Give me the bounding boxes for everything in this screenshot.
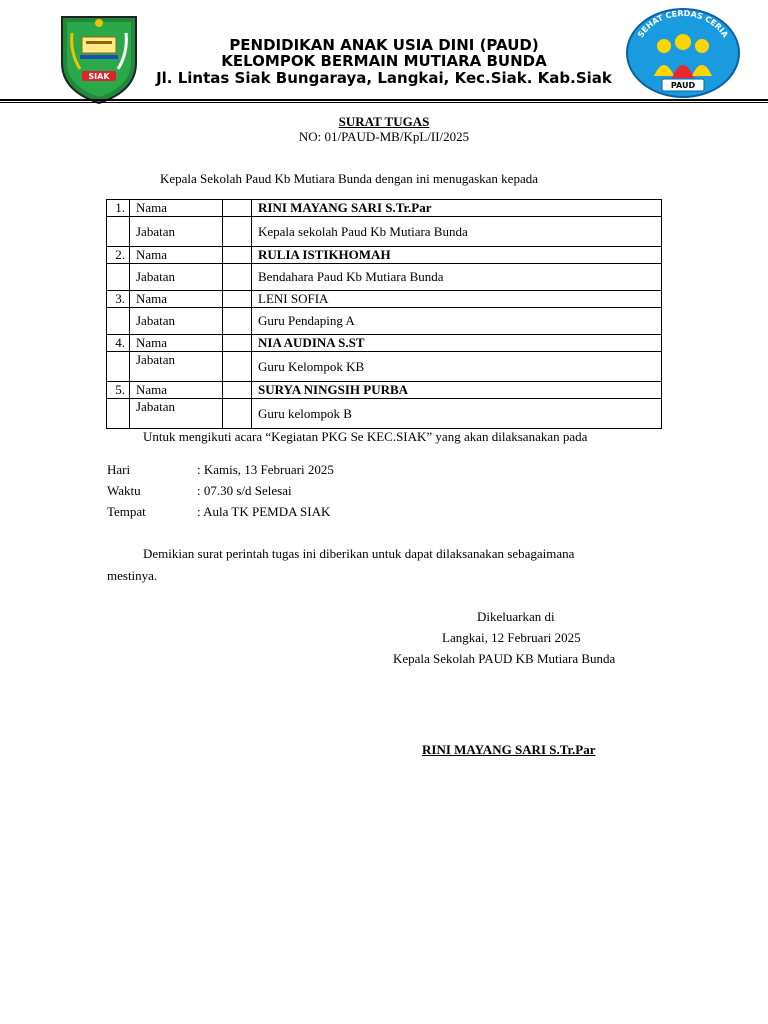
position-label: Jabatan (130, 264, 223, 291)
letter-title: SURAT TUGAS (338, 114, 430, 129)
detail-label-time: Waktu (107, 483, 141, 498)
table-row (107, 247, 662, 264)
assignee-number: 2. (107, 247, 130, 264)
assignee-position: Guru Pendaping A (252, 308, 662, 335)
table-row (107, 399, 662, 429)
name-label: Nama (130, 335, 223, 352)
header-divider-thin (0, 102, 768, 103)
assignee-name: LENI SOFIA (252, 291, 662, 308)
assignee-position: Guru kelompok B (252, 399, 662, 429)
siak-logo-text: SIAK (88, 72, 110, 81)
paud-arc-text: SEHAT CERDAS CERIA (636, 8, 730, 40)
signer-title: Kepala Sekolah PAUD KB Mutiara Bunda (393, 651, 616, 666)
table-row (107, 352, 662, 382)
purpose-text: Untuk mengikuti acara “Kegiatan PKG Se KEC.SIAK” yang akan dilaksanakan pada (143, 429, 588, 444)
assignee-position: Guru Kelompok KB (252, 352, 662, 382)
signer-name: RINI MAYANG SARI S.Tr.Par (422, 742, 596, 757)
position-label: Jabatan (130, 399, 223, 429)
letter-number: NO: 01/PAUD-MB/KpL/II/2025 (298, 129, 470, 144)
header-divider (0, 99, 768, 101)
detail-value-time: : 07.30 s/d Selesai (197, 483, 292, 498)
assignee-table (106, 199, 662, 429)
assignee-position: Kepala sekolah Paud Kb Mutiara Bunda (252, 217, 662, 247)
assignee-name: RULIA ISTIKHOMAH (252, 247, 662, 264)
detail-label-day: Hari (107, 462, 131, 477)
table-row (107, 200, 662, 217)
closing-text-continued: mestinya. (107, 568, 158, 583)
intro-text: Kepala Sekolah Paud Kb Mutiara Bunda dengan ini menugaskan kepada (160, 171, 538, 186)
assignee-name: NIA AUDINA S.ST (252, 335, 662, 352)
position-label: Jabatan (130, 308, 223, 335)
assignee-position: Bendahara Paud Kb Mutiara Bunda (252, 264, 662, 291)
assignee-number: 1. (107, 200, 130, 217)
position-label: Jabatan (130, 217, 223, 247)
header-line-2: KELOMPOK BERMAIN MUTIARA BUNDA (221, 52, 547, 70)
place-date: Langkai, 12 Februari 2025 (442, 630, 581, 645)
name-label: Nama (130, 382, 223, 399)
table-row (107, 291, 662, 308)
header-address: Jl. Lintas Siak Bungaraya, Langkai, Kec.Siak. Kab.Siak (156, 69, 612, 87)
assignee-name: SURYA NINGSIH PURBA (252, 382, 662, 399)
table-row (107, 264, 662, 291)
name-label: Nama (130, 200, 223, 217)
detail-value-place: : Aula TK PEMDA SIAK (197, 504, 331, 519)
assignee-name: RINI MAYANG SARI S.Tr.Par (252, 200, 662, 217)
issued-at: Dikeluarkan di (477, 609, 555, 624)
detail-label-place: Tempat (107, 504, 146, 519)
name-label: Nama (130, 291, 223, 308)
closing-text: Demikian surat perintah tugas ini diberikan untuk dapat dilaksanakan sebagaimana (143, 546, 575, 561)
assignee-number: 3. (107, 291, 130, 308)
assignee-number: 5. (107, 382, 130, 399)
position-label: Jabatan (130, 352, 223, 382)
detail-value-day: : Kamis, 13 Februari 2025 (197, 462, 334, 477)
name-label: Nama (130, 247, 223, 264)
table-row (107, 217, 662, 247)
assignee-number: 4. (107, 335, 130, 352)
paud-logo-text: PAUD (670, 81, 696, 90)
table-row (107, 308, 662, 335)
table-row (107, 382, 662, 399)
table-row (107, 335, 662, 352)
header-line-1: PENDIDIKAN ANAK USIA DINI (PAUD) (229, 36, 539, 54)
